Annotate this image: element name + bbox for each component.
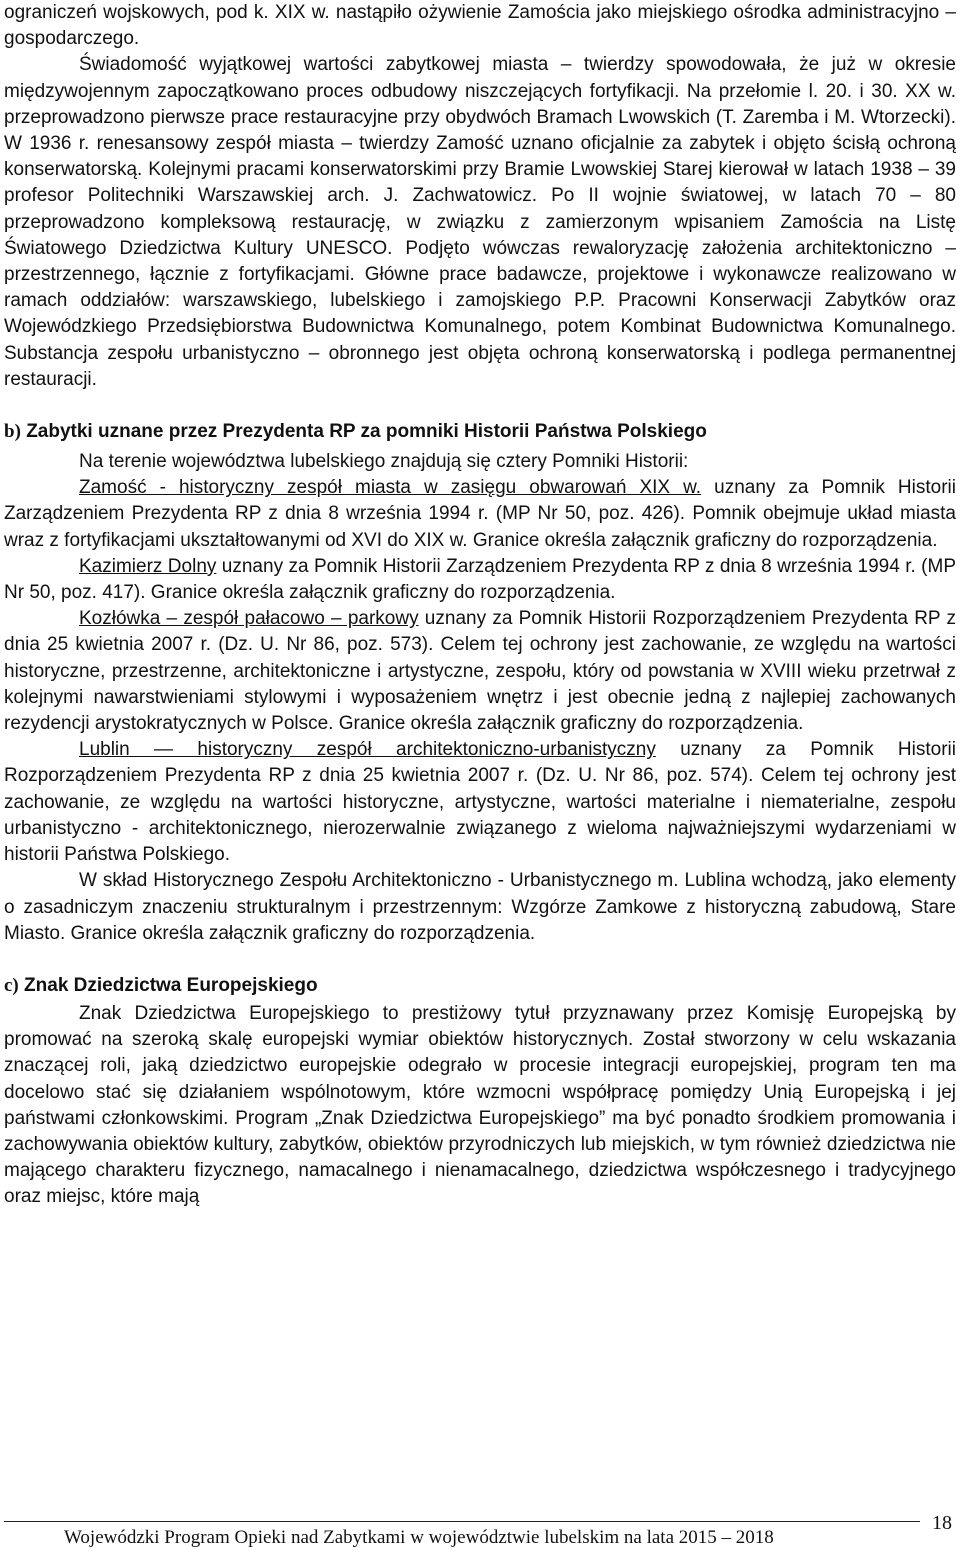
monument-kazimierz xyxy=(4,554,956,606)
monument-lublin-name: Lublin — historyczny zespół architektoniczno-urbanistyczny xyxy=(79,739,656,761)
footer-divider xyxy=(4,1521,920,1522)
spacer xyxy=(4,947,956,973)
document-page xyxy=(4,0,956,1211)
monument-zamosc xyxy=(4,475,956,554)
intro-paragraph-continuation: ograniczeń wojskowych, pod k. XIX w. nastąpiło ożywienie Zamościa jako miejskiego ośrodka administracyjno – gospodarczego. xyxy=(4,2,956,50)
intro-paragraph-history: Świadomość wyjątkowej wartości zabytkowej miasta – twierdzy spowodowała, że już w okresie międzywojennym zapoczątkowano proces odbudowy niszczejących fortyfikacji. Na przełomie l. 20. i 30. XX w. przeprowadzono pierwsze prace restauracyjne przy obydwóch Bramach Lwowskich (T. Zaremba i M. Wtorzecki). W 1936 r. renesansowy zespół miasta – twierdzy Zamość uznano oficjalnie za zabytek i objęto ścisłą ochroną konserwatorską. Kolejnymi pracami konserwatorskimi przy Bramie Lwowskiej Starej kierował w latach 1938 – 39 profesor Politechniki Warszawskiej arch. J. Zachwatowicz. Po II wojnie światowej, w latach 70 – 80 przeprowadzono kompleksową restaurację, w związku z zamierzonym wpisaniem Zamościa na Listę Światowego Dziedzictwa Kultury UNESCO. Podjęto wówczas rewaloryzację założenia architektoniczno – przestrzennego, łącznie z fortyfikacjami. Główne prace badawcze, projektowe i wykonawcze realizowano w ramach oddziałów: warszawskiego, lubelskiego i zamojskiego P.P. Pracowni Konserwacji Zabytków oraz Wojewódzkiego Przedsiębiorstwa Budownictwa Komunalnego, potem Kombinat Budownictwa Komunalnego. Substancja zespołu urbanistyczno – obronnego jest objęta ochroną konserwatorską i podlega permanentnej restauracji. xyxy=(4,54,956,390)
section-c-letter: c) xyxy=(4,974,19,996)
monument-zamosc-name: Zamość - historyczny zespół miasta w zasięgu obwarowań XIX w. xyxy=(79,477,702,499)
monument-kazimierz-text: uznany za Pomnik Historii Zarządzeniem Prezydenta RP z dnia 8 września 1994 r. (MP Nr 50, poz. 417). Granice określa załącznik graficzny do rozporządzenia. xyxy=(4,555,956,604)
spacer xyxy=(4,393,956,419)
monument-lublin-text: uznany za Pomnik Historii Rozporządzeniem Prezydenta RP z dnia 25 kwietnia 2007 r. (Dz. U. Nr 86, poz. 574). Celem tej ochrony jest zachowanie, ze względu na wartości historyczne, artystyczne, wartości materialne i niematerialne, zespołu urbanistyczno - architektonicznego, nierozerwalnie związanego z wieloma najważniejszymi wydarzeniami w historii Państwa Polskiego. xyxy=(4,739,956,866)
monument-kozlowka-text: uznany za Pomnik Historii Rozporządzeniem Prezydenta RP z dnia 25 kwietnia 2007 r. (Dz. U. Nr 86, poz. 573). Celem tej ochrony jest zachowanie, ze względu na wartości historyczne, przestrzenne, architektoniczne i artystyczne, zespołu, który od powstania w XVIII wieku przetrwał z kolejnymi nawarstwieniami stylowymi i wyposażeniem wnętrz i jest obecnie jedną z najlepiej zachowanych rezydencji arystokratycznych w Polsce. Granice określa załącznik graficzny do rozporządzenia. xyxy=(4,608,956,735)
monument-kozlowka-name: Kozłówka – zespół pałacowo – parkowy xyxy=(79,608,419,630)
footer-title: Wojewódzki Program Opieki nad Zabytkami w województwie lubelskim na lata 2015 – 2018 xyxy=(64,1527,774,1548)
section-c-paragraph: Znak Dziedzictwa Europejskiego to prestiżowy tytuł przyznawany przez Komisję Europejską by promować na szeroką skalę europejski wymiar obiektów historycznych. Został stworzony w celu wskazania znaczącej roli, jaką dziedzictwo europejskie odegrało w procesie integracji europejskiej, program ten ma docelowo stać się działaniem wspólnotowym, które wzmocni współpracę pomiędzy Unią Europejską i jej państwami członkowskimi. Program „Znak Dziedzictwa Europejskiego” ma być ponadto środkiem promowania i zachowywania obiektów kultury, zabytków, obiektów przyrodniczych lub miejskich, w tym również dziedzictwa nie mającego charakteru fizycznego, namacalnego i nienamacalnego, dziedzictwa współczesnego i tradycyjnego oraz miejsc, które mają xyxy=(4,1002,956,1208)
section-b-lead: Na terenie województwa lubelskiego znajdują się cztery Pomniki Historii: xyxy=(79,451,689,473)
page-footer xyxy=(4,1512,956,1553)
monument-kozlowka xyxy=(4,606,956,737)
section-b-title: Zabytki uznane przez Prezydenta RP za pomniki Historii Państwa Polskiego xyxy=(26,421,707,443)
monument-lublin xyxy=(4,737,956,868)
monument-lublin-detail: W skład Historycznego Zespołu Architektoniczno - Urbanistycznego m. Lublina wchodzą, jako elementy o zasadniczym znaczeniu strukturalnym i przestrzennym: Wzgórze Zamkowe z historyczną zabudową, Stare Miasto. Granice określa załącznik graficzny do rozporządzenia. xyxy=(4,870,956,944)
monument-kazimierz-name: Kazimierz Dolny xyxy=(79,555,217,577)
section-c-title: Znak Dziedzictwa Europejskiego xyxy=(24,974,318,996)
page-number: 18 xyxy=(932,1512,952,1534)
monument-zamosc-text: uznany za Pomnik Historii Zarządzeniem Prezydenta RP z dnia 8 września 1994 r. (MP Nr 50, poz. 426). Pomnik obejmuje układ miasta wraz z fortyfikacjami ukształtowanymi od XVI do XIX w. Granice określa załącznik graficzny do rozporządzenia. xyxy=(4,477,956,551)
section-b-heading xyxy=(4,419,956,445)
section-c-heading xyxy=(4,973,956,999)
section-b-letter: b) xyxy=(4,421,21,443)
